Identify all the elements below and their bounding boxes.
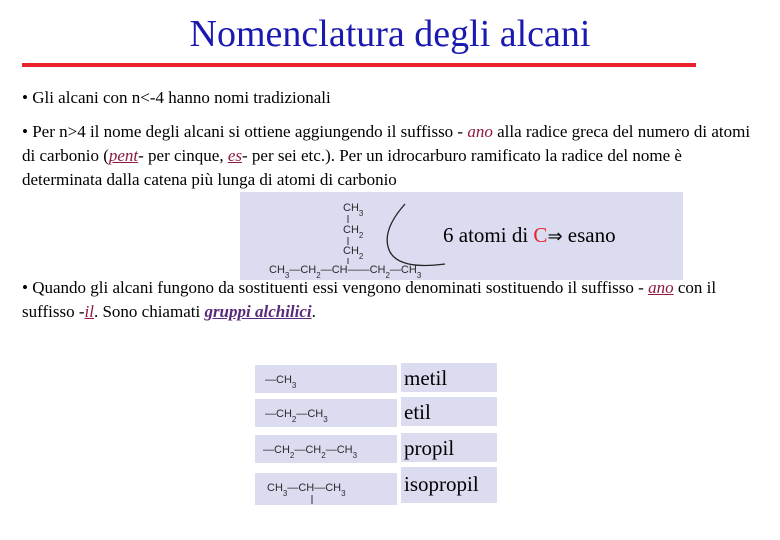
- group-formula-ethyl: [254, 398, 398, 428]
- paragraph-traditional-names: • Gli alcani con n<-4 hanno nomi tradizionali: [22, 88, 331, 107]
- page-title: Nomenclatura degli alcani: [189, 13, 591, 55]
- formula-ethyl: $—CH_2—CH_3$: [265, 408, 328, 424]
- root-pent: pent: [108, 146, 139, 165]
- group-name-methyl: metil: [400, 362, 498, 393]
- group-name-ethyl: etil: [400, 396, 498, 427]
- paragraph-suffix-rule: [22, 120, 762, 192]
- longest-chain-arc: [387, 204, 445, 266]
- esano-pre: 6 atomi di: [443, 223, 534, 247]
- suffix-ano-2: ano: [648, 278, 674, 297]
- formula-methyl: $—CH_3$: [265, 374, 297, 390]
- structure-main-chain: $CH_3—CH_2—CH——CH_2—CH_3$: [269, 264, 422, 280]
- p2-text-c: - per cinque,: [138, 146, 228, 165]
- p2-text-b: alla radice greca del numero di atomi di carbonio (: [22, 122, 751, 165]
- esano-c: C: [533, 223, 548, 247]
- p3-text-c: . Sono chiamati: [93, 302, 205, 321]
- title-divider: [22, 63, 696, 67]
- p3-text-b: con il suffisso -: [22, 278, 717, 321]
- group-name-propyl: propil: [400, 432, 498, 463]
- structure-top-ch3: $CH_3$: [343, 202, 364, 218]
- suffix-il: il: [84, 302, 94, 321]
- paragraph-alkyl-groups: [22, 276, 762, 324]
- group-formula-propyl: [254, 434, 398, 464]
- structure-ch2-upper: $CH_2$: [343, 224, 364, 240]
- term-gruppi-alchilici: gruppi alchilici: [204, 302, 312, 321]
- group-name-isopropyl: isopropil: [400, 466, 498, 504]
- suffix-ano: ano: [467, 122, 493, 141]
- formula-propyl: $—CH_2—CH_2—CH_3$: [263, 444, 358, 460]
- p3-text-d: .: [311, 302, 316, 321]
- formula-isopropyl: $CH_3—CH—CH_3$: [267, 482, 346, 498]
- p2-text-a: • Per n>4 il nome degli alcani si ottiene aggiungendo il suffisso -: [22, 122, 468, 141]
- esano-post: esano: [562, 223, 616, 247]
- p3-text-a: • Quando gli alcani fungono da sostituenti essi vengono denominati sostituendo il suffisso -: [22, 278, 649, 297]
- implies-arrow-icon: ⇒: [547, 226, 563, 247]
- p2-text-d: - per sei etc.). Per un idrocarburo ramificato la radice del nome è determinata dalla catena più lunga di atomi di carbonio: [22, 146, 682, 189]
- structure-ch2-lower: $CH_2$: [343, 245, 364, 261]
- group-formula-isopropyl: [254, 472, 398, 506]
- hexane-label: [443, 223, 616, 248]
- group-formula-methyl: [254, 364, 398, 394]
- root-es: es: [227, 146, 242, 165]
